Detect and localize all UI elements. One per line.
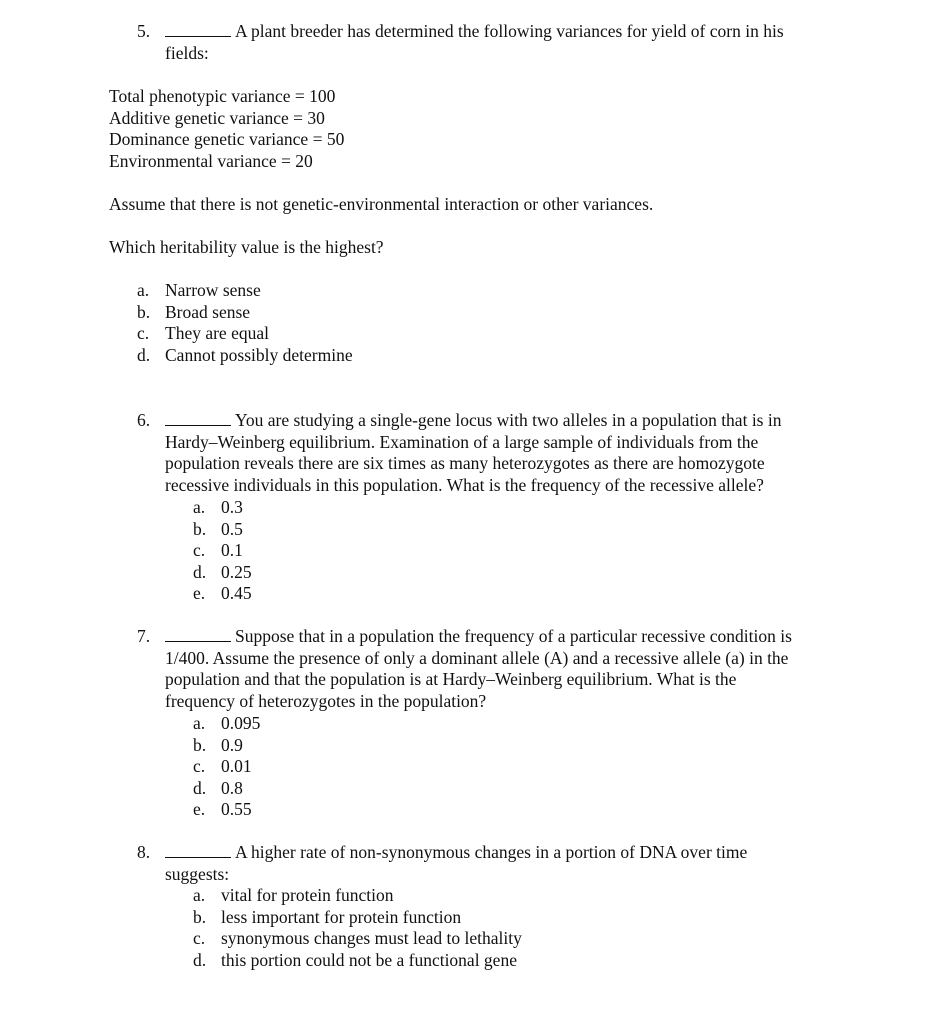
question-6-stem: You are studying a single-gene locus with two alleles in a population that is in Hardy–Weinberg equilibrium. Examination of a large sample of individuals from the population reveals there are six times as many heterozygotes as there are homozygote recessive individuals in this population. What is the frequency of the recessive allele? [165, 410, 782, 495]
question-5-number: 5. [137, 21, 151, 41]
answer-blank-7 [165, 627, 231, 642]
question-6-number: 6. [137, 410, 151, 430]
variance-list [109, 86, 344, 172]
question-5-stem [165, 21, 865, 43]
question-8-stem-cont: suggests: [165, 864, 230, 884]
answer-blank-8 [165, 843, 231, 858]
exam-page: 5. A plant breeder has determined the following variances for yield of corn in his fields: Total phenotypic variance = 100 Additive genetic variance = 30 Dominance genetic variance = 50 Environmental variance = 20 Assume that there is not genetic-environmental interaction or other variances. Which heritability value is the highest? a. Narrow sense b. Broad sense c. They are equal d. Cannot possibly determine 6. You are studying a single-gene locus with two alleles in a population that is in Hardy–Weinberg equilibrium. Examination of a large sample of individuals from the population reveals there are six times as many heterozygotes as there are homozygote recessive individuals in this population. What is the frequency of the recessive allele? a. 0.3 b. 0.5 c. 0.1 d. 0.25 e. 0.45 7. Suppose that in a population the frequency of a particular recessive condition is 1/400. Assume the presence of only a dominant allele (A) and a recessive allele (a) in the population and that the population is at Hardy–Weinberg equilibrium. What is the frequency of heterozygotes in the population? a. 0.095 b. 0.9 c. 0.01 d. 0.8 e. 0.55 8. A higher rate of non-synonymous changes in a portion of DNA over time suggests: a. vital for protein function b. less important for protein function c. synonymous changes must lead to lethality d. this portion could not be a functional gene [0, 0, 944, 1024]
variance-additive: Additive genetic variance = 30 [109, 107, 325, 128]
variance-total: Total phenotypic variance = 100 [109, 86, 336, 106]
question-8-stem-text: A higher rate of non-synonymous changes in a portion of DNA over time [235, 842, 748, 862]
variance-environmental: Environmental variance = 20 [109, 150, 313, 171]
question-5-stem-cont: fields: [165, 43, 209, 63]
question-5-stem-text: A plant breeder has determined the following variances for yield of corn in his [235, 21, 784, 41]
question-5-prompt: Which heritability value is the highest? [109, 237, 384, 257]
answer-blank-6 [165, 411, 231, 426]
question-7-stem: Suppose that in a population the frequency of a particular recessive condition is 1/400. Assume the presence of only a dominant allele (A) and a recessive allele (a) in the population and that the population is at Hardy–Weinberg equilibrium. What is the frequency of heterozygotes in the population? [165, 626, 792, 711]
question-7-number: 7. [137, 626, 151, 646]
question-5-assumption: Assume that there is not genetic-environmental interaction or other variances. [109, 194, 654, 214]
answer-blank-5 [165, 22, 231, 37]
question-8-stem [165, 842, 865, 864]
question-8-number: 8. [137, 842, 151, 862]
variance-dominance: Dominance genetic variance = 50 [109, 129, 345, 150]
